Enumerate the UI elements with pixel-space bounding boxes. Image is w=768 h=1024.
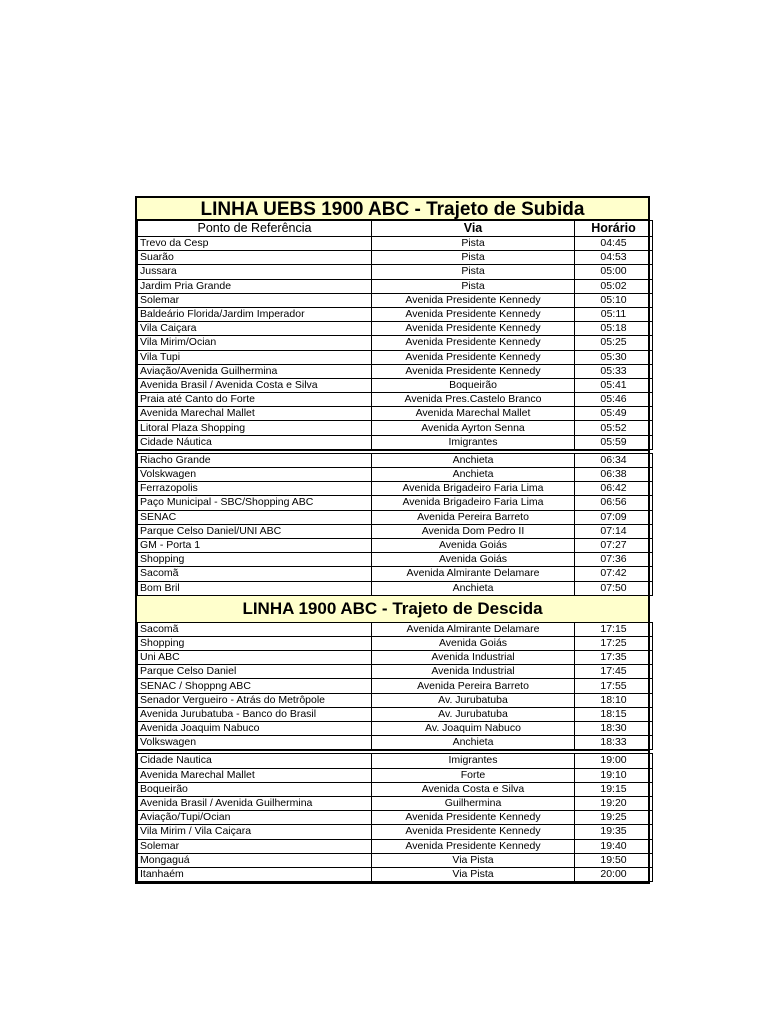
subida-title: LINHA UEBS 1900 ABC - Trajeto de Subida <box>135 196 650 220</box>
cell-ponto: Avenida Joaquim Nabuco <box>138 722 372 736</box>
table-row <box>138 839 653 853</box>
cell-via: Boqueirão <box>372 378 575 392</box>
cell-ponto: Riacho Grande <box>138 453 372 467</box>
table-row <box>138 665 653 679</box>
table-row <box>138 279 653 293</box>
cell-via: Avenida Brigadeiro Faria Lima <box>372 496 575 510</box>
cell-ponto: Solemar <box>138 293 372 307</box>
table-row <box>138 553 653 567</box>
cell-ponto: Aviação/Tupi/Ocian <box>138 811 372 825</box>
table-row <box>138 496 653 510</box>
cell-horario: 18:33 <box>575 736 653 750</box>
descida-table-2 <box>137 753 653 882</box>
table-row <box>138 378 653 392</box>
table-row <box>138 811 653 825</box>
cell-ponto: Volkswagen <box>138 736 372 750</box>
table-row <box>138 693 653 707</box>
cell-ponto: Parque Celso Daniel/UNI ABC <box>138 524 372 538</box>
table-row <box>138 237 653 251</box>
table-row <box>138 622 653 636</box>
table-row <box>138 510 653 524</box>
cell-via: Pista <box>372 279 575 293</box>
cell-horario: 17:15 <box>575 622 653 636</box>
cell-via: Anchieta <box>372 453 575 467</box>
cell-via: Avenida Costa e Silva <box>372 782 575 796</box>
cell-ponto: GM - Porta 1 <box>138 538 372 552</box>
cell-horario: 06:42 <box>575 482 653 496</box>
cell-ponto: Avenida Brasil / Avenida Costa e Silva <box>138 378 372 392</box>
cell-ponto: SENAC / Shoppng ABC <box>138 679 372 693</box>
cell-horario: 05:00 <box>575 265 653 279</box>
cell-via: Avenida Goiás <box>372 636 575 650</box>
cell-horario: 06:56 <box>575 496 653 510</box>
cell-horario: 05:59 <box>575 435 653 449</box>
cell-via: Avenida Almirante Delamare <box>372 622 575 636</box>
cell-ponto: Sacomã <box>138 567 372 581</box>
cell-ponto: Parque Celso Daniel <box>138 665 372 679</box>
table-row <box>138 581 653 595</box>
cell-ponto: Avenida Jurubatuba - Banco do Brasil <box>138 707 372 721</box>
cell-via: Anchieta <box>372 736 575 750</box>
subida-table-1 <box>137 220 653 450</box>
table-row <box>138 393 653 407</box>
cell-ponto: Uni ABC <box>138 651 372 665</box>
cell-via: Avenida Brigadeiro Faria Lima <box>372 482 575 496</box>
table-row <box>138 336 653 350</box>
cell-horario: 17:55 <box>575 679 653 693</box>
cell-via: Avenida Presidente Kennedy <box>372 825 575 839</box>
cell-via: Avenida Presidente Kennedy <box>372 322 575 336</box>
cell-horario: 18:30 <box>575 722 653 736</box>
table-row <box>138 853 653 867</box>
cell-ponto: Bom Bril <box>138 581 372 595</box>
cell-horario: 05:52 <box>575 421 653 435</box>
cell-ponto: Avenida Marechal Mallet <box>138 407 372 421</box>
cell-ponto: Vila Caiçara <box>138 322 372 336</box>
cell-horario: 05:25 <box>575 336 653 350</box>
cell-horario: 19:00 <box>575 754 653 768</box>
cell-horario: 18:10 <box>575 693 653 707</box>
cell-horario: 07:09 <box>575 510 653 524</box>
cell-via: Avenida Almirante Delamare <box>372 567 575 581</box>
cell-horario: 05:11 <box>575 307 653 321</box>
cell-ponto: Aviação/Avenida Guilhermina <box>138 364 372 378</box>
cell-via: Avenida Pereira Barreto <box>372 679 575 693</box>
cell-via: Via Pista <box>372 867 575 881</box>
cell-horario: 04:53 <box>575 251 653 265</box>
cell-ponto: Jardim Pria Grande <box>138 279 372 293</box>
table-row <box>138 754 653 768</box>
cell-horario: 19:40 <box>575 839 653 853</box>
cell-ponto: Paço Municipal - SBC/Shopping ABC <box>138 496 372 510</box>
cell-ponto: Vila Mirim / Vila Caiçara <box>138 825 372 839</box>
cell-horario: 07:14 <box>575 524 653 538</box>
cell-ponto: Praia até Canto do Forte <box>138 393 372 407</box>
cell-via: Anchieta <box>372 468 575 482</box>
table-row <box>138 407 653 421</box>
table-row <box>138 453 653 467</box>
cell-ponto: Boqueirão <box>138 782 372 796</box>
table-row <box>138 736 653 750</box>
subida-table-2 <box>137 453 653 596</box>
table-row <box>138 651 653 665</box>
schedule-sheet <box>135 196 650 884</box>
cell-via: Guilhermina <box>372 796 575 810</box>
cell-via: Avenida Pereira Barreto <box>372 510 575 524</box>
cell-via: Avenida Presidente Kennedy <box>372 293 575 307</box>
table-row <box>138 468 653 482</box>
table-row <box>138 679 653 693</box>
cell-via: Av. Jurubatuba <box>372 693 575 707</box>
cell-via: Pista <box>372 265 575 279</box>
cell-ponto: Shopping <box>138 636 372 650</box>
cell-horario: 17:45 <box>575 665 653 679</box>
subida-table-block-2 <box>135 453 650 596</box>
cell-ponto: Mongaguá <box>138 853 372 867</box>
cell-via: Avenida Dom Pedro II <box>372 524 575 538</box>
cell-horario: 19:50 <box>575 853 653 867</box>
descida-table-block-2 <box>135 753 650 884</box>
table-row <box>138 538 653 552</box>
cell-horario: 06:38 <box>575 468 653 482</box>
table-row <box>138 768 653 782</box>
cell-horario: 05:41 <box>575 378 653 392</box>
subida-table-block-1 <box>135 220 650 450</box>
cell-via: Av. Jurubatuba <box>372 707 575 721</box>
cell-ponto: Vila Mirim/Ocian <box>138 336 372 350</box>
cell-ponto: Trevo da Cesp <box>138 237 372 251</box>
cell-via: Avenida Presidente Kennedy <box>372 364 575 378</box>
cell-ponto: Solemar <box>138 839 372 853</box>
cell-ponto: Ferrazopolis <box>138 482 372 496</box>
cell-ponto: Sacomã <box>138 622 372 636</box>
cell-ponto: Shopping <box>138 553 372 567</box>
cell-horario: 05:10 <box>575 293 653 307</box>
cell-horario: 19:10 <box>575 768 653 782</box>
table-row <box>138 350 653 364</box>
cell-ponto: Avenida Marechal Mallet <box>138 768 372 782</box>
cell-via: Forte <box>372 768 575 782</box>
cell-via: Avenida Industrial <box>372 651 575 665</box>
cell-via: Avenida Presidente Kennedy <box>372 350 575 364</box>
cell-horario: 07:42 <box>575 567 653 581</box>
cell-horario: 06:34 <box>575 453 653 467</box>
cell-via: Via Pista <box>372 853 575 867</box>
cell-horario: 05:46 <box>575 393 653 407</box>
descida-title: LINHA 1900 ABC - Trajeto de Descida <box>135 596 650 622</box>
table-row <box>138 825 653 839</box>
cell-via: Avenida Marechal Mallet <box>372 407 575 421</box>
cell-horario: 05:02 <box>575 279 653 293</box>
header-via: Via <box>372 221 575 237</box>
table-row <box>138 707 653 721</box>
table-row <box>138 636 653 650</box>
cell-via: Av. Joaquim Nabuco <box>372 722 575 736</box>
cell-ponto: Litoral Plaza Shopping <box>138 421 372 435</box>
cell-horario: 04:45 <box>575 237 653 251</box>
cell-ponto: Suarão <box>138 251 372 265</box>
cell-horario: 19:15 <box>575 782 653 796</box>
cell-horario: 17:35 <box>575 651 653 665</box>
cell-via: Avenida Goiás <box>372 538 575 552</box>
header-ponto: Ponto de Referência <box>138 221 372 237</box>
cell-ponto: Senador Vergueiro - Atrás do Metrôpole <box>138 693 372 707</box>
cell-ponto: Cidade Náutica <box>138 435 372 449</box>
table-row <box>138 421 653 435</box>
cell-ponto: Avenida Brasil / Avenida Guilhermina <box>138 796 372 810</box>
table-row <box>138 567 653 581</box>
cell-horario: 19:25 <box>575 811 653 825</box>
header-horario: Horário <box>575 221 653 237</box>
cell-ponto: SENAC <box>138 510 372 524</box>
cell-ponto: Vila Tupi <box>138 350 372 364</box>
cell-ponto: Itanhaém <box>138 867 372 881</box>
cell-via: Avenida Presidente Kennedy <box>372 839 575 853</box>
table-row <box>138 796 653 810</box>
table-row <box>138 482 653 496</box>
cell-via: Imigrantes <box>372 754 575 768</box>
cell-via: Anchieta <box>372 581 575 595</box>
cell-via: Pista <box>372 237 575 251</box>
cell-horario: 05:30 <box>575 350 653 364</box>
cell-via: Avenida Presidente Kennedy <box>372 307 575 321</box>
cell-via: Avenida Industrial <box>372 665 575 679</box>
cell-via: Avenida Presidente Kennedy <box>372 811 575 825</box>
descida-table-block-1 <box>135 622 650 751</box>
cell-horario: 18:15 <box>575 707 653 721</box>
cell-horario: 19:20 <box>575 796 653 810</box>
cell-horario: 05:18 <box>575 322 653 336</box>
cell-ponto: Volskwagen <box>138 468 372 482</box>
table-row <box>138 435 653 449</box>
cell-via: Avenida Goiás <box>372 553 575 567</box>
table-row <box>138 364 653 378</box>
table-row <box>138 265 653 279</box>
table-row <box>138 322 653 336</box>
cell-ponto: Jussara <box>138 265 372 279</box>
cell-horario: 07:27 <box>575 538 653 552</box>
cell-ponto: Cidade Nautica <box>138 754 372 768</box>
descida-table-1 <box>137 622 653 751</box>
cell-horario: 05:49 <box>575 407 653 421</box>
cell-via: Imigrantes <box>372 435 575 449</box>
cell-horario: 17:25 <box>575 636 653 650</box>
cell-horario: 19:35 <box>575 825 653 839</box>
cell-horario: 05:33 <box>575 364 653 378</box>
cell-via: Pista <box>372 251 575 265</box>
table-row <box>138 782 653 796</box>
cell-via: Avenida Ayrton Senna <box>372 421 575 435</box>
cell-horario: 20:00 <box>575 867 653 881</box>
cell-ponto: Baldeário Florida/Jardim Imperador <box>138 307 372 321</box>
table-row <box>138 307 653 321</box>
table-row <box>138 251 653 265</box>
cell-horario: 07:50 <box>575 581 653 595</box>
table-row <box>138 524 653 538</box>
table-row <box>138 293 653 307</box>
header-row <box>138 221 653 237</box>
cell-horario: 07:36 <box>575 553 653 567</box>
cell-via: Avenida Presidente Kennedy <box>372 336 575 350</box>
cell-via: Avenida Pres.Castelo Branco <box>372 393 575 407</box>
table-row <box>138 867 653 881</box>
table-row <box>138 722 653 736</box>
